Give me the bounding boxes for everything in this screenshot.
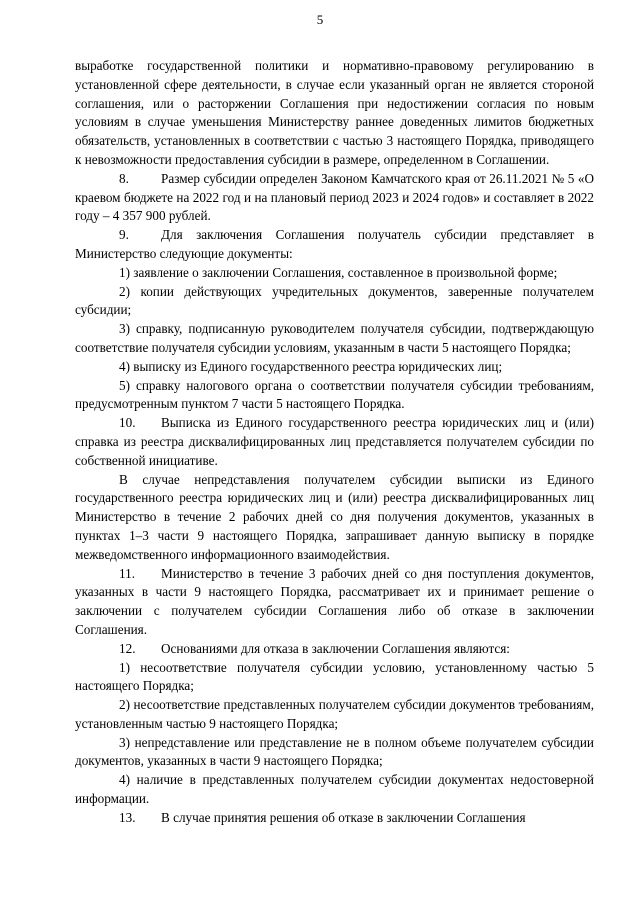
numbered-paragraph (75, 414, 594, 470)
paragraph: выработке государственной политики и нормативно-правовому регулированию в установленной сфере деятельности, в случае если указанный орган не является стороной соглашения, или о расторжении Соглашения при недостижении согласия по новым условиям в случае уменьшения Министерству раннее доведенных лимитов бюджетных обязательств, установленных в соответствии с частью 3 настоящего Порядка, приводящего к невозможности предоставления субсидии в размере, определенном в Соглашении. (75, 58, 594, 167)
list-item: 1) заявление о заключении Соглашения, составленное в произвольной форме; (119, 264, 558, 280)
numbered-paragraph (75, 640, 594, 659)
paragraph-number: 11. (119, 565, 135, 581)
paragraph-text: Министерство в течение 3 рабочих дней со дня поступления документов, указанных в части 9 настоящего Порядка, рассматривает их и принимает решение о заключении с получателем субсидии Соглашения либо об отказе в заключении Соглашения. (75, 565, 594, 637)
paragraph-number: 9. (119, 227, 129, 243)
list-item: 4) наличие в представленных получателем субсидии документах недостоверной информации. (75, 772, 594, 807)
paragraph-text: Размер субсидии определен Законом Камчатского края от 26.11.2021 № 5 «О краевом бюджете на 2022 год и на плановый период 2023 и 2024 годов» и составляет в 2022 году – 4 357 900 рублей. (75, 170, 594, 224)
paragraph-text: Для заключения Соглашения получатель субсидии представляет в Министерство следующие документы: (75, 227, 594, 261)
numbered-paragraph (75, 226, 594, 264)
list-item: 3) непредставление или представление не в полном объеме получателем субсидии документов, указанных в части 9 настоящего Порядка; (75, 734, 594, 769)
list-item: 2) копии действующих учредительных документов, заверенные получателем субсидии; (75, 283, 594, 318)
paragraph: В случае непредставления получателем субсидии выписки из Единого государственного реестра юридических лиц и (или) реестра дисквалифицированных лиц Министерство в течение 2 рабочих дней со дня получения документов, указанных в пунктах 1–3 части 9 настоящего Порядка, запрашивает данную выписку в порядке межведомственного информационного взаимодействия. (75, 471, 594, 562)
paragraph-text: В случае принятия решения об отказе в заключении Соглашения (161, 809, 526, 825)
document-body (75, 57, 594, 828)
numbered-paragraph (75, 809, 594, 828)
list-item: 3) справку, подписанную руководителем получателя субсидии, подтверждающую соответствие получателя субсидии условиям, указанным в части 5 настоящего Порядка; (75, 321, 594, 355)
paragraph-number: 13. (119, 809, 136, 825)
list-item: 2) несоответствие представленных получателем субсидии документов требованиям, установленным частью 9 настоящего Порядка; (75, 697, 594, 731)
paragraph-number: 10. (119, 415, 136, 431)
paragraph-text: Выписка из Единого государственного реестра юридических лиц и (или) справка из реестра дисквалифицированных лиц представляется получателем субсидии по собственной инициативе. (75, 415, 594, 468)
list-item: 1) несоответствие получателя субсидии условию, установленному частью 5 настоящего Порядка; (75, 659, 594, 694)
list-item: 4) выписку из Единого государственного реестра юридических лиц; (119, 358, 503, 374)
paragraph-number: 12. (119, 640, 136, 656)
paragraph-text: Основаниями для отказа в заключении Соглашения являются: (161, 640, 510, 656)
page-number: 5 (316, 12, 324, 27)
paragraph-number: 8. (119, 170, 129, 186)
list-item: 5) справку налогового органа о соответствии получателя субсидии требованиям, предусмотренным пунктом 7 части 5 настоящего Порядка. (75, 377, 594, 412)
numbered-paragraph (75, 565, 594, 640)
numbered-paragraph (75, 170, 594, 226)
